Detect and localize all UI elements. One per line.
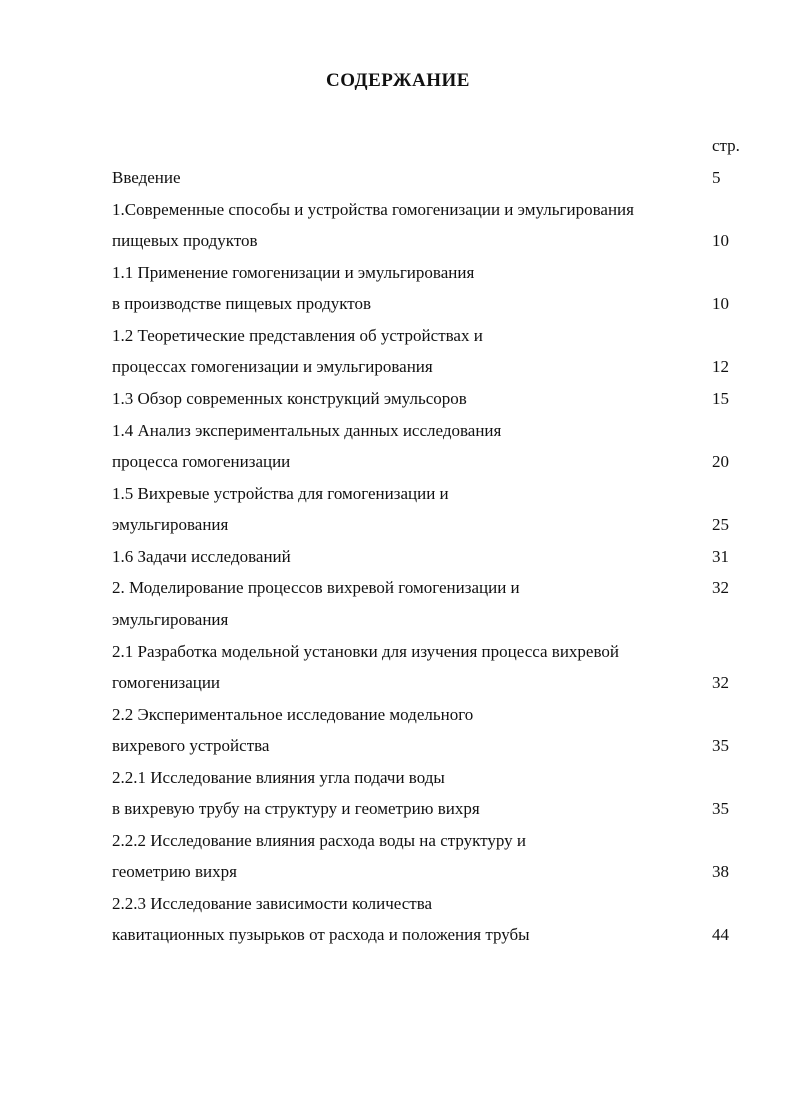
toc-entry-line: в вихревую трубу на структуру и геометрию вихря <box>112 799 480 818</box>
toc-entry-line: 1.1 Применение гомогенизации и эмульгирования <box>112 263 475 282</box>
page-column-header: стр. <box>712 136 740 155</box>
toc-page-number: 38 <box>712 862 729 881</box>
page-title: СОДЕРЖАНИЕ <box>326 70 470 91</box>
toc-page-number: 35 <box>712 736 729 755</box>
toc-entry-line: процессах гомогенизации и эмульгирования <box>112 357 433 376</box>
toc-page-number: 32 <box>712 578 729 597</box>
toc-page-number: 31 <box>712 547 729 566</box>
toc-entry-line: Введение <box>112 168 181 187</box>
toc-entry-line: 1.Современные способы и устройства гомогенизации и эмульгирования <box>112 200 634 219</box>
toc-entry-line: кавитационных пузырьков от расхода и положения трубы <box>112 925 530 944</box>
toc-page-number: 20 <box>712 452 729 471</box>
toc-entry-line: в производстве пищевых продуктов <box>112 294 372 313</box>
toc-entry-line: 2. Моделирование процессов вихревой гомогенизации и <box>112 578 520 597</box>
toc-page-number: 12 <box>712 357 729 376</box>
toc-page-number: 44 <box>712 925 729 944</box>
toc-entry-line: 1.2 Теоретические представления об устройствах и <box>112 326 483 345</box>
toc-page-number: 5 <box>712 168 721 187</box>
toc-entry-line: 1.6 Задачи исследований <box>112 547 291 566</box>
toc-entry-line: гомогенизации <box>112 673 221 692</box>
toc-entry-line: 2.2.2 Исследование влияния расхода воды на структуру и <box>112 831 527 850</box>
toc-entry-line: процесса гомогенизации <box>112 452 291 471</box>
toc-entry-line: 2.2 Экспериментальное исследование модельного <box>112 705 474 724</box>
toc-entry-line: 1.5 Вихревые устройства для гомогенизации и <box>112 484 449 503</box>
toc-entry-line: 2.2.3 Исследование зависимости количества <box>112 894 433 913</box>
toc-entry-line: геометрию вихря <box>112 862 237 881</box>
toc-page-number: 15 <box>712 389 729 408</box>
toc-entry-line: 1.4 Анализ экспериментальных данных исследования <box>112 421 502 440</box>
toc-page-number: 32 <box>712 673 729 692</box>
toc-entry-line: пищевых продуктов <box>112 231 258 250</box>
toc-entry-line: 1.3 Обзор современных конструкций эмульсоров <box>112 389 467 408</box>
toc-entry-line: 2.1 Разработка модельной установки для изучения процесса вихревой <box>112 642 619 661</box>
toc-page-number: 10 <box>712 294 729 313</box>
toc-entry-line: эмульгирования <box>112 610 229 629</box>
toc-page-number: 10 <box>712 231 729 250</box>
toc-entry-line: эмульгирования <box>112 515 229 534</box>
toc-page-number: 25 <box>712 515 729 534</box>
toc-entry-line: 2.2.1 Исследование влияния угла подачи воды <box>112 768 445 787</box>
toc-page-number: 35 <box>712 799 729 818</box>
toc-entry-line: вихревого устройства <box>112 736 270 755</box>
